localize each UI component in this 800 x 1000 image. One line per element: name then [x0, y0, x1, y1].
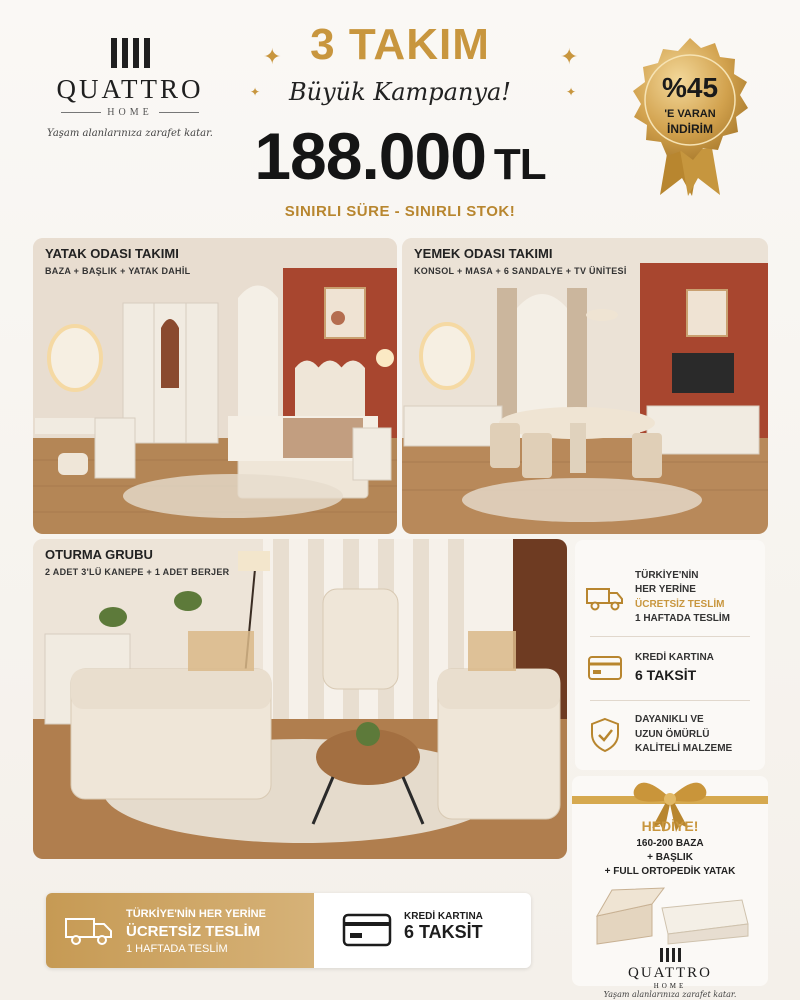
brand-name: QUATTRO [56, 74, 204, 104]
logo-bars-icon [590, 948, 750, 962]
feature-quality-l1: DAYANIKLI VE [635, 714, 704, 726]
bottom-delivery-text [126, 907, 266, 957]
feature-credit-l2: 6 TAKSİT [635, 667, 697, 684]
gift-title: HEDİYE! [641, 818, 699, 834]
feature-delivery-l3: ÜCRETSİZ TESLİM [635, 598, 725, 610]
feature-delivery-l2: HER YERİNE [635, 584, 696, 595]
truck-icon [64, 911, 114, 954]
dining-subtitle: KONSOL + MASA + 6 SANDALYE + TV ÜNİTESİ [414, 266, 627, 276]
feature-quality-text [635, 713, 732, 757]
dining-illustration [402, 238, 768, 534]
sparkle-icon: ✦ [560, 44, 579, 69]
brand-name-small: QUATTRO [628, 965, 712, 981]
feature-quality [575, 702, 765, 768]
brand-logo-small [590, 948, 750, 999]
bottom-credit-text [404, 911, 483, 943]
feature-credit-l1: KREDİ KARTINA [635, 651, 714, 663]
brand-logo [40, 38, 220, 139]
limited-offer-text: SINIRLI SÜRE - SINIRLI STOK! [284, 203, 516, 220]
badge-line1: 'E VARAN [664, 108, 716, 120]
truck-icon [575, 583, 635, 613]
logo-bars-icon [40, 38, 220, 68]
price-value: 188.000 [254, 119, 486, 193]
credit-card-icon [575, 654, 635, 682]
feature-delivery-l1: TÜRKİYE'NİN [635, 569, 699, 581]
features-box [575, 540, 765, 770]
brand-sub: HOME [40, 107, 220, 118]
bedroom-illustration [33, 238, 397, 534]
living-subtitle: 2 ADET 3'LÜ KANEPE + 1 ADET BERJER [45, 567, 230, 577]
bottom-delivery-l3: 1 HAFTADA TESLİM [126, 943, 228, 956]
brand-sub-small: HOME [653, 982, 687, 990]
badge-line2: İNDİRİM [667, 122, 713, 136]
bottom-delivery [46, 893, 314, 968]
bed-base-illustration [592, 886, 752, 946]
living-illustration [33, 539, 567, 859]
campaign-subtitle: Büyük Kampanya! [289, 78, 511, 106]
bottom-credit [314, 893, 531, 968]
brand-tagline: Yaşam alanlarınıza zarafet katar. [47, 128, 213, 139]
bottom-credit-l2: 6 TAKSİT [404, 922, 483, 942]
bedroom-title: YATAK ODASI TAKIMI [45, 246, 179, 261]
price [200, 118, 600, 194]
living-title: OTURMA GRUBU [45, 547, 153, 562]
bottom-info-bar [46, 893, 531, 968]
brand-tagline-small: Yaşam alanlarınıza zarafet katar. [603, 990, 737, 999]
bottom-delivery-l2: ÜCRETSİZ TESLİM [126, 922, 261, 940]
bedroom-subtitle: BAZA + BAŞLIK + YATAK DAHİL [45, 266, 191, 276]
shield-check-icon [575, 717, 635, 753]
discount-badge [620, 30, 760, 200]
feature-delivery [575, 560, 765, 635]
dining-panel [402, 238, 768, 534]
sparkle-icon: ✦ [263, 44, 282, 69]
sparkle-icon: ✦ [566, 85, 577, 99]
badge-percent: %45 [661, 72, 719, 103]
feature-quality-l2: UZUN ÖMÜRLÜ [635, 728, 710, 740]
bottom-credit-l1: KREDİ KARTINA [404, 911, 483, 922]
campaign-title: 3 TAKIM [310, 20, 490, 69]
credit-card-icon [342, 911, 392, 954]
feature-credit-text [635, 651, 714, 686]
dining-title: YEMEK ODASI TAKIMI [414, 246, 553, 261]
divider [590, 700, 750, 701]
gift-line3: + FULL ORTOPEDİK YATAK [604, 866, 736, 877]
gift-line2: + BAŞLIK [647, 852, 693, 863]
feature-quality-l3: KALİTELİ MALZEME [635, 743, 733, 755]
divider [590, 636, 750, 637]
sparkle-icon: ✦ [250, 85, 261, 99]
feature-credit [575, 638, 765, 698]
living-panel [33, 539, 567, 859]
feature-delivery-text [635, 569, 730, 627]
bedroom-panel [33, 238, 397, 534]
feature-delivery-l4: 1 HAFTADA TESLİM [635, 613, 730, 624]
bottom-delivery-l1: TÜRKİYE'NİN HER YERİNE [126, 908, 266, 920]
gift-line1: 160-200 BAZA [636, 838, 704, 849]
price-currency: TL [493, 140, 546, 189]
